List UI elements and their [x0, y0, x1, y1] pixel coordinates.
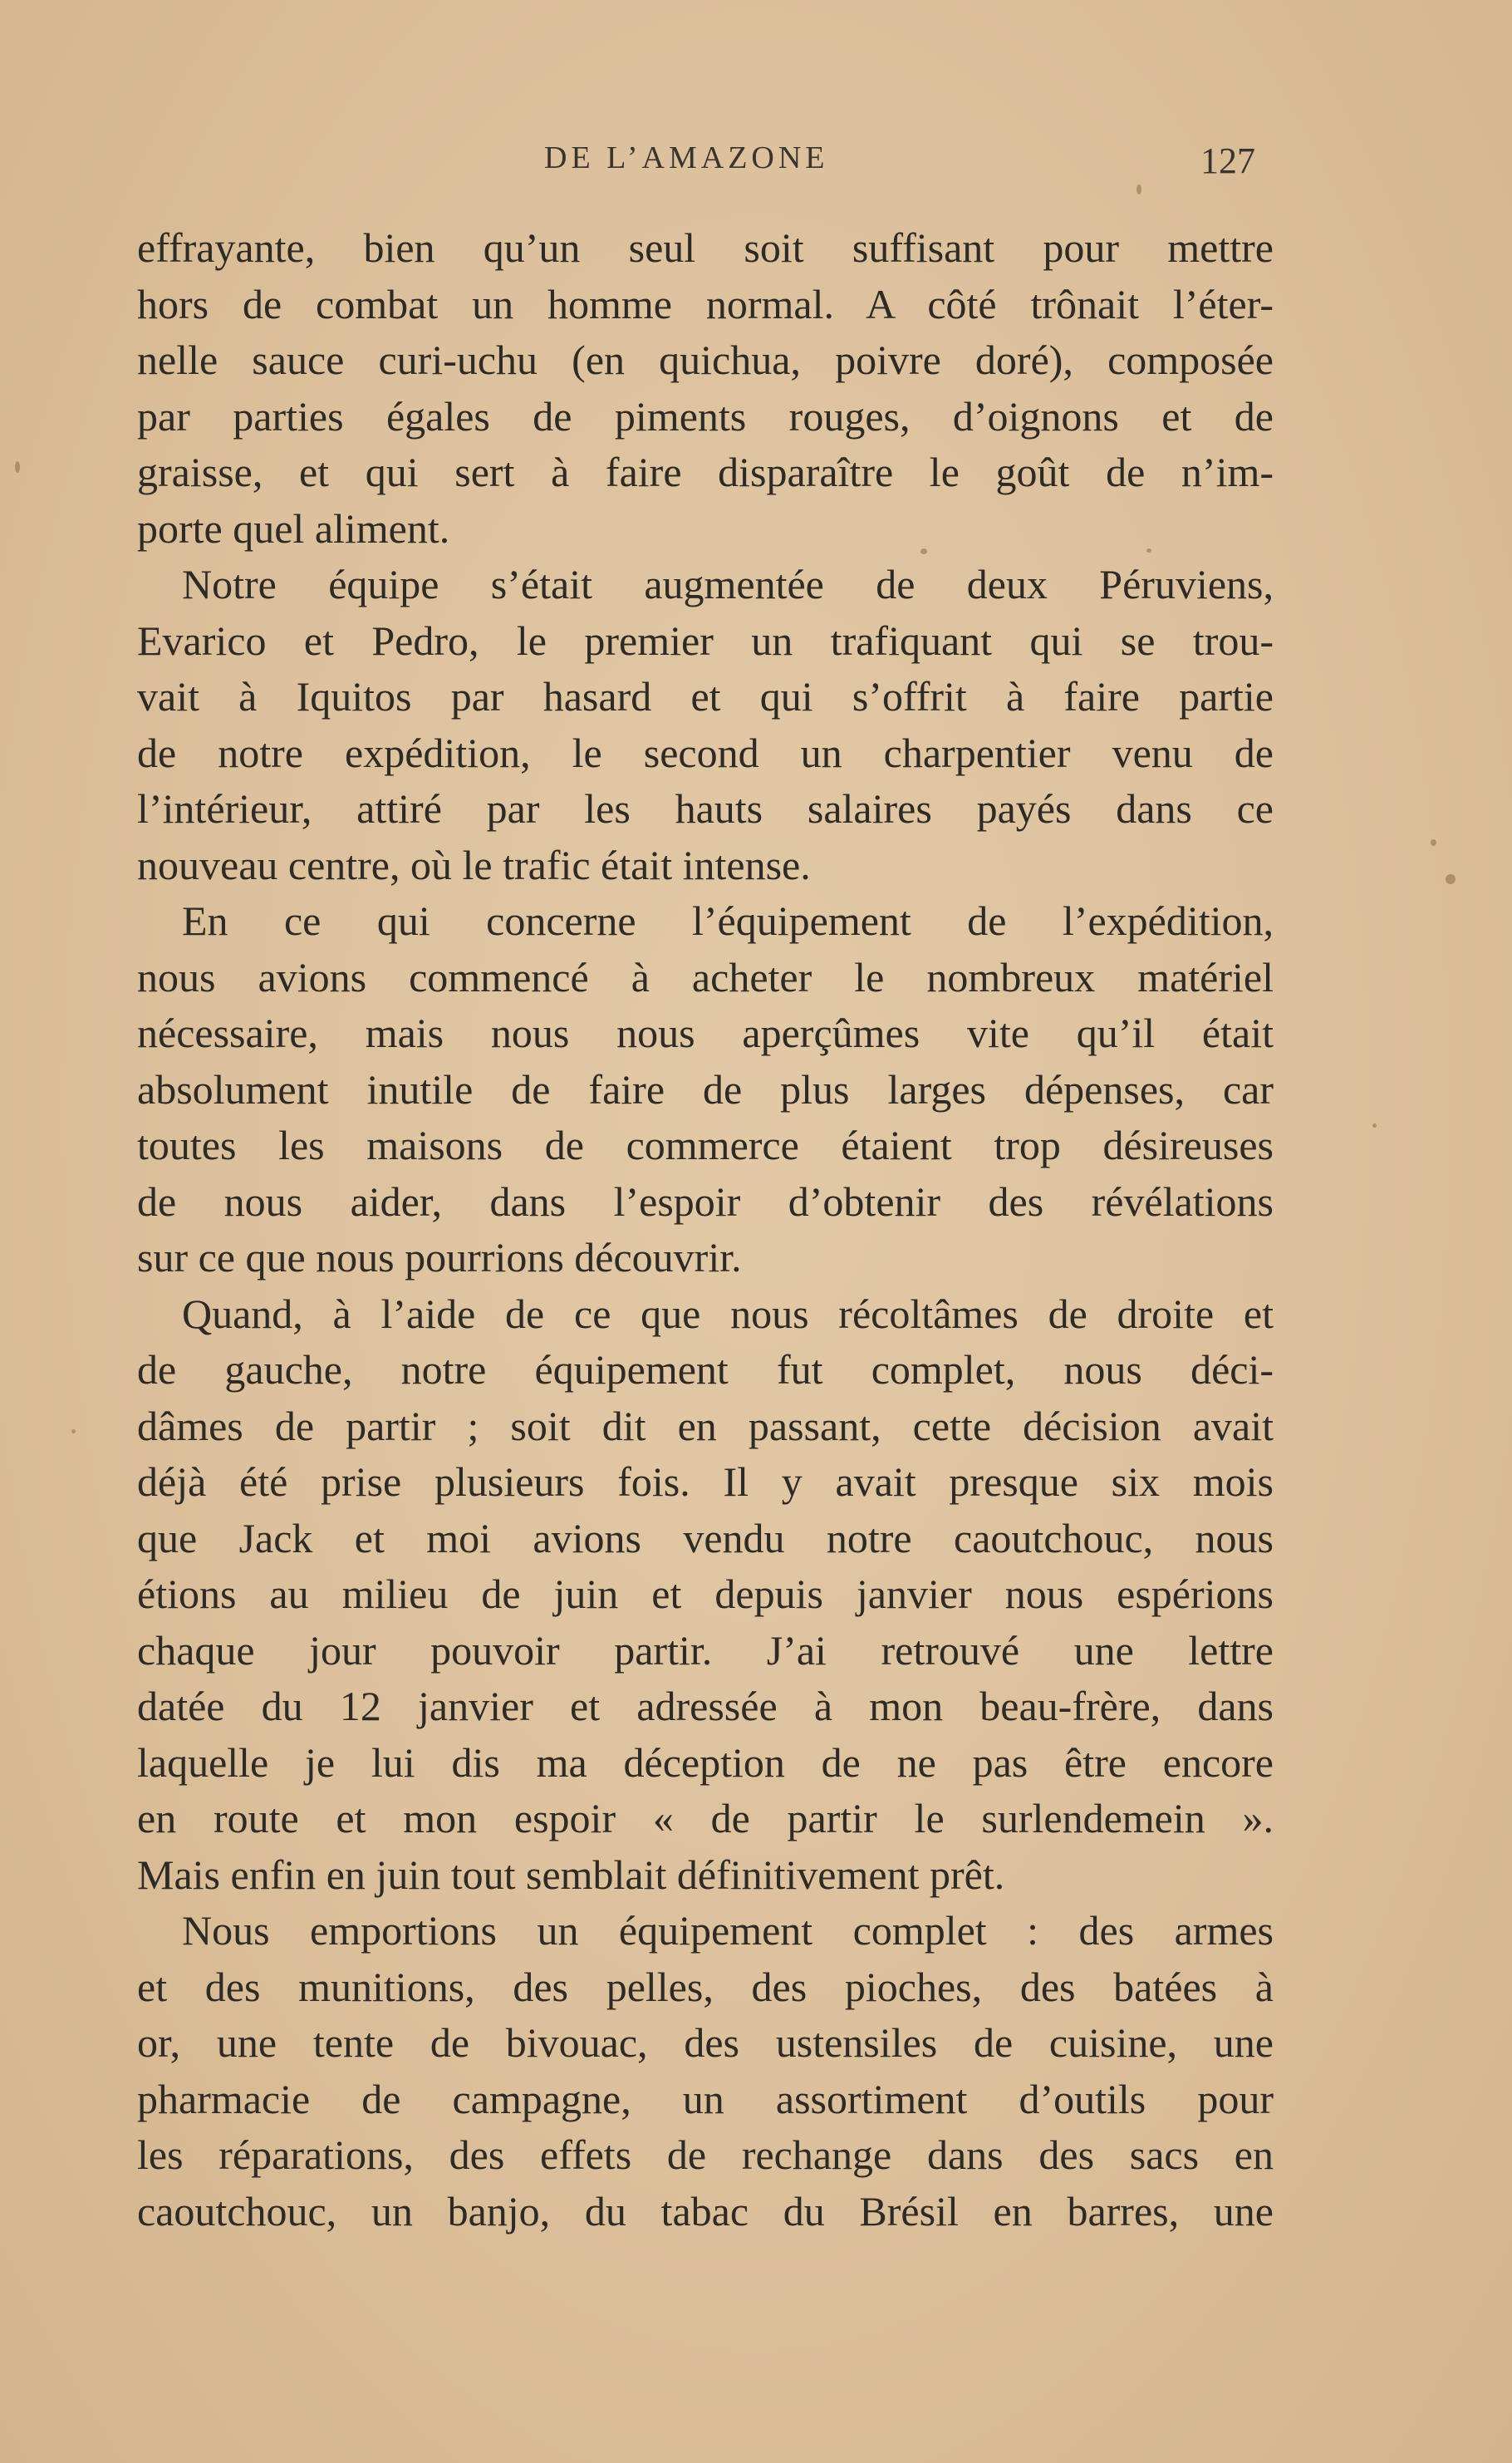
text-line: dâmes de partir ; soit dit en passant, cette décision avait: [137, 1402, 1274, 1449]
paper-speck: [1136, 184, 1141, 194]
text-line: Quand, à l’aide de ce que nous récoltâmes de droite et: [182, 1290, 1274, 1337]
text-line: l’intérieur, attiré par les hauts salaires payés dans ce: [137, 785, 1274, 832]
page-header: [0, 140, 1512, 189]
text-line: graisse, et qui sert à faire disparaître le goût de n’im-: [137, 449, 1274, 495]
paper-speck: [71, 1429, 76, 1433]
text-line: caoutchouc, un banjo, du tabac du Brésil en barres, une: [137, 2187, 1274, 2234]
text-line: par parties égales de piments rouges, d’oignons et de: [137, 392, 1274, 440]
text-line: nécessaire, mais nous nous aperçûmes vite qu’il était: [137, 1010, 1274, 1056]
paper-speck: [1372, 1123, 1377, 1128]
paper-speck: [1431, 839, 1436, 846]
text-line: Notre équipe s’était augmentée de deux Péruviens,: [182, 561, 1274, 607]
running-title: DE L’AMAZONE: [544, 140, 829, 175]
text-line: Nous emportions un équipement complet : des armes: [182, 1907, 1274, 1954]
paper-speck: [1446, 874, 1456, 884]
text-line: sur ce que nous pourrions découvrir.: [137, 1234, 742, 1281]
text-line: En ce qui concerne l’équipement de l’expédition,: [182, 897, 1274, 944]
text-line: or, une tente de bivouac, des ustensiles de cuisine, une: [137, 2019, 1274, 2066]
paper-speck: [15, 461, 20, 473]
text-line: effrayante, bien qu’un seul soit suffisant pour mettre: [137, 224, 1274, 271]
text-line: en route et mon espoir « de partir le surlendemein ».: [137, 1795, 1274, 1841]
text-line: nelle sauce curi-uchu (en quichua, poivre doré), composée: [137, 337, 1274, 383]
text-line: toutes les maisons de commerce étaient trop désireuses: [137, 1122, 1274, 1168]
text-line: déjà été prise plusieurs fois. Il y avait presque six mois: [137, 1458, 1274, 1505]
text-line: étions au milieu de juin et depuis janvier nous espérions: [137, 1571, 1274, 1617]
paper-speck: [1146, 548, 1151, 553]
body-text: [137, 220, 1274, 2239]
text-line: de gauche, notre équipement fut complet, nous déci-: [137, 1346, 1274, 1393]
text-line: Mais enfin en juin tout semblait définitivement prêt.: [137, 1851, 1005, 1898]
page-number: 127: [1200, 140, 1255, 181]
text-line: pharmacie de campagne, un assortiment d’outils pour: [137, 2075, 1274, 2122]
text-line: datée du 12 janvier et adressée à mon beau-frère, dans: [137, 1683, 1274, 1729]
text-line: Evarico et Pedro, le premier un trafiquant qui se trou-: [137, 617, 1274, 664]
paper-speck: [920, 548, 927, 554]
text-line: nouveau centre, où le trafic était intense.: [137, 841, 811, 888]
text-line: nous avions commencé à acheter le nombreux matériel: [137, 953, 1274, 1000]
text-line: de notre expédition, le second un charpentier venu de: [137, 729, 1274, 776]
text-line: chaque jour pouvoir partir. J’ai retrouvé une lettre: [137, 1626, 1274, 1674]
text-line: porte quel aliment.: [137, 504, 450, 552]
text-line: vait à Iquitos par hasard et qui s’offrit à faire partie: [137, 673, 1274, 720]
text-line: que Jack et moi avions vendu notre caoutchouc, nous: [137, 1514, 1274, 1561]
text-line: absolument inutile de faire de plus larges dépenses, car: [137, 1065, 1274, 1113]
text-line: de nous aider, dans l’espoir d’obtenir des révélations: [137, 1177, 1274, 1225]
text-line: et des munitions, des pelles, des pioches, des batées à: [137, 1963, 1274, 2010]
text-line: laquelle je lui dis ma déception de ne pas être encore: [137, 1738, 1274, 1786]
text-line: hors de combat un homme normal. A côté trônait l’éter-: [137, 280, 1274, 327]
text-line: les réparations, des effets de rechange dans des sacs en: [137, 2131, 1274, 2178]
